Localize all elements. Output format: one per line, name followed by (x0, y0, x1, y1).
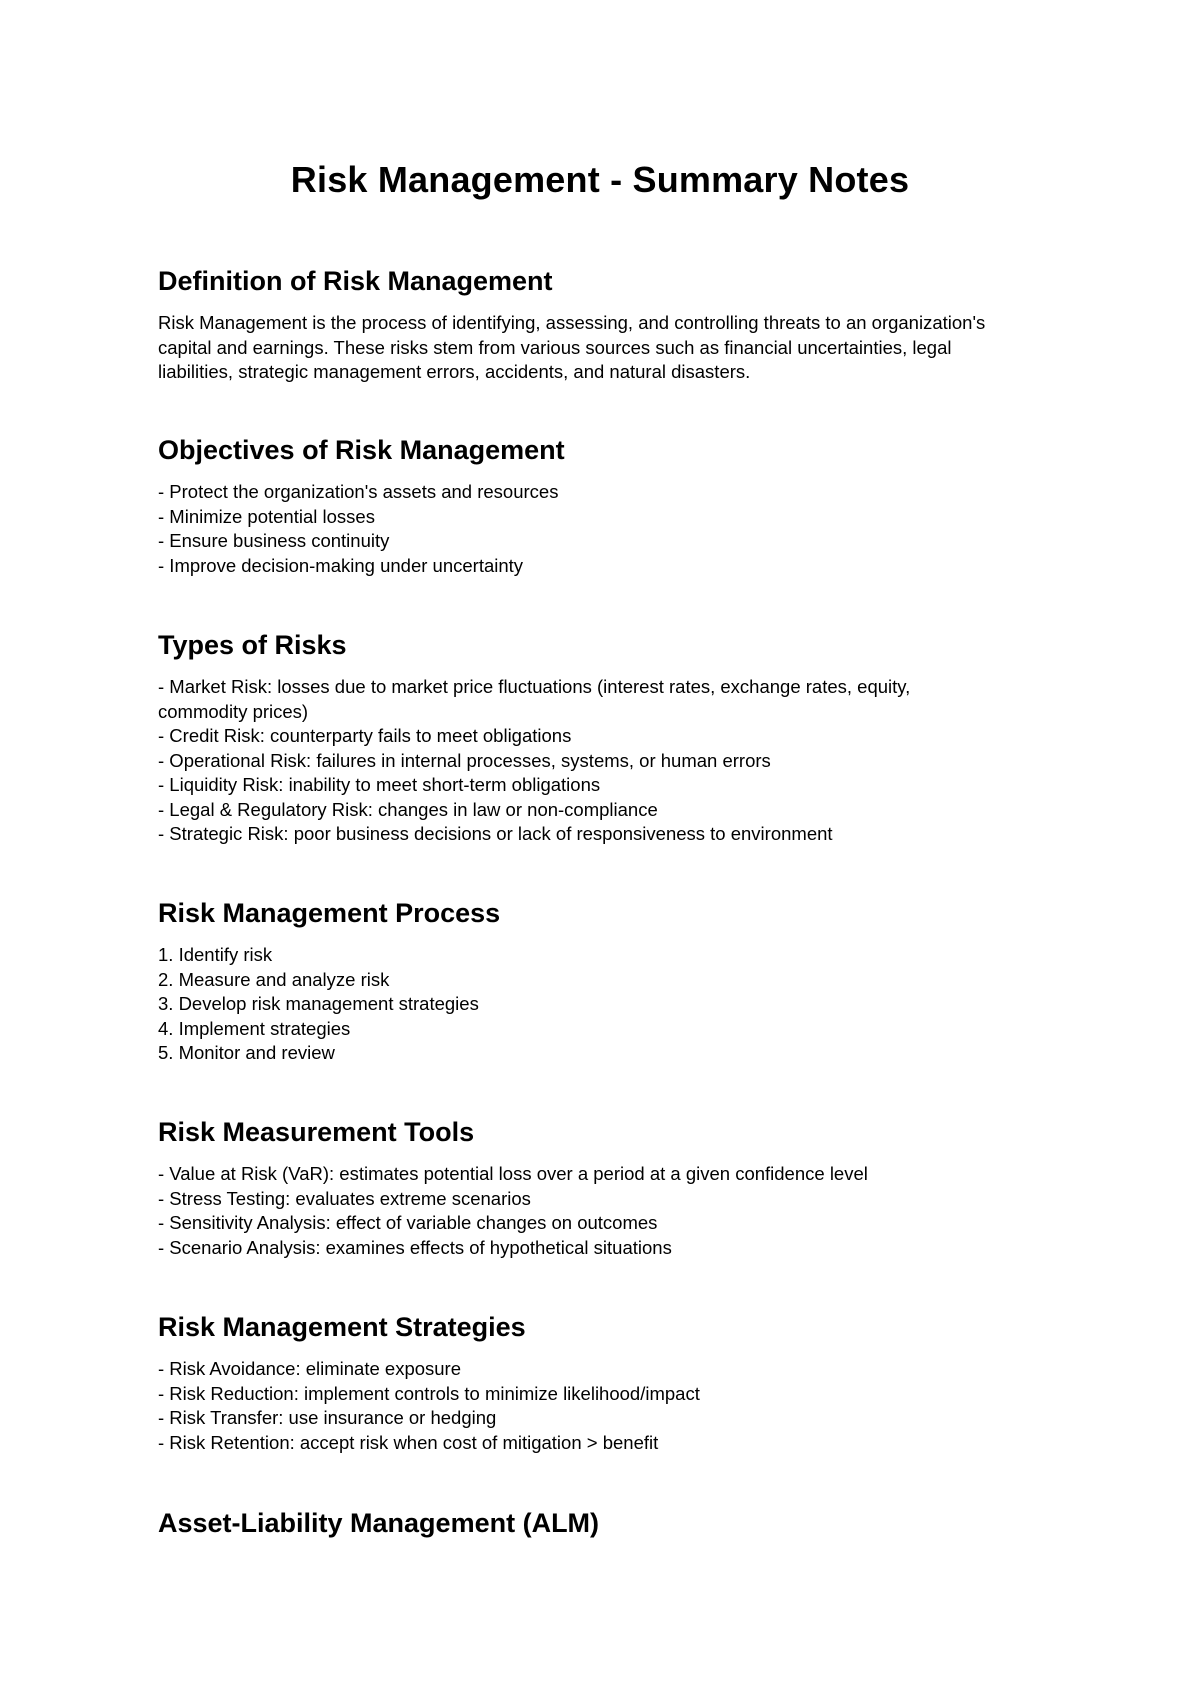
objectives-list (158, 480, 1018, 578)
heading-types: Types of Risks (158, 630, 347, 660)
list-item: 4. Implement strategies (158, 1017, 351, 1039)
heading-alm: Asset-Liability Management (ALM) (158, 1508, 600, 1538)
heading-strategies: Risk Management Strategies (158, 1312, 526, 1342)
list-item: 3. Develop risk management strategies (158, 993, 479, 1014)
list-item: - Operational Risk: failures in internal processes, systems, or human errors (158, 749, 771, 771)
list-item: - Protect the organization's assets and resources (158, 481, 559, 502)
list-item: - Ensure business continuity (158, 530, 390, 551)
strategies-list (158, 1357, 1018, 1455)
heading-objectives: Objectives of Risk Management (158, 435, 565, 465)
types-list (158, 675, 1003, 847)
list-item: - Credit Risk: counterparty fails to meet obligations (158, 725, 572, 746)
heading-process: Risk Management Process (158, 898, 501, 928)
list-item: 2. Measure and analyze risk (158, 968, 390, 990)
list-item: - Market Risk: losses due to market price fluctuations (interest rates, exchange rates, equity, commodity prices) (158, 676, 911, 722)
list-item: - Legal & Regulatory Risk: changes in law or non-compliance (158, 798, 658, 820)
list-item: 1. Identify risk (158, 944, 273, 965)
document-title: Risk Management - Summary Notes (290, 159, 910, 200)
list-item: - Liquidity Risk: inability to meet short-term obligations (158, 774, 601, 795)
list-item: - Sensitivity Analysis: effect of variable changes on outcomes (158, 1212, 658, 1233)
list-item: - Risk Reduction: implement controls to minimize likelihood/impact (158, 1382, 700, 1404)
list-item: - Strategic Risk: poor business decisions or lack of responsiveness to environment (158, 823, 833, 844)
list-item: - Risk Avoidance: eliminate exposure (158, 1358, 462, 1379)
definition-paragraph: Risk Management is the process of identifying, assessing, and controlling threats to an organization's capital and earnings. These risks stem from various sources such as financial uncertainties, legal liabilities, strategic management errors, accidents, and natural disasters. (158, 312, 986, 382)
list-item: - Value at Risk (VaR): estimates potential loss over a period at a given confidence level (158, 1163, 868, 1184)
list-item: - Risk Transfer: use insurance or hedging (158, 1407, 497, 1428)
tools-list (158, 1162, 1018, 1260)
heading-tools: Risk Measurement Tools (158, 1117, 475, 1147)
heading-definition: Definition of Risk Management (158, 266, 553, 296)
list-item: - Minimize potential losses (158, 505, 375, 527)
list-item: 5. Monitor and review (158, 1042, 335, 1063)
process-list (158, 943, 1018, 1066)
list-item: - Scenario Analysis: examines effects of hypothetical situations (158, 1236, 672, 1258)
list-item: - Stress Testing: evaluates extreme scenarios (158, 1187, 531, 1209)
list-item: - Risk Retention: accept risk when cost of mitigation > benefit (158, 1431, 659, 1453)
list-item: - Improve decision-making under uncertainty (158, 554, 524, 576)
